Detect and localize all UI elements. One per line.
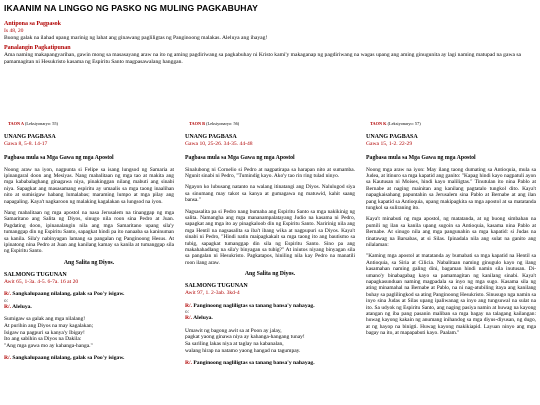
psalm-response-repeat: R/. Sangkalupaang nilalang, galak sa Poo'y isigaw. bbox=[4, 355, 125, 362]
column-header bbox=[8, 121, 174, 126]
first-reading-label: UNANG PAGBASA bbox=[4, 134, 56, 140]
psalm-response: R/. Panginoong nagliligtas sa tanang bansa'y nahayag. bbox=[185, 302, 315, 309]
reading-closing: Ang Salita ng Diyos. bbox=[244, 271, 296, 278]
reading-intro: Pagbasa mula sa Mga Gawa ng mga Apostol bbox=[185, 154, 295, 161]
page-title: IKAANIM NA LINGGO NG PASKO NG MULING PAGKABUHAY bbox=[4, 3, 258, 13]
opening-prayer-text: Ama naming makapangyarihan, gawin mong sa masasayang araw na ito ng aming pagdiriwang sa pagkabuhay ni Kristo kami'y makaganap ng pagdiriwang na wagas upang ang aming ginugunita ay lagi naming matupad na gawa sa pamamagitan ni Hesukristo kasama ng Espiritu Santo magpasawalang hanggan. bbox=[4, 52, 522, 65]
reading-paragraph: Ngayon ko lubusang natanto na walang itinatangi ang Diyos. Nalulugod siya sa sinumang may takot sa kanya at gumagawa ng matuwid, kahit saang bansa." bbox=[185, 184, 355, 204]
reading-column-k bbox=[366, 113, 536, 405]
psalm-label: SALMONG TUGUNAN bbox=[185, 283, 248, 290]
alternate-marker: o: bbox=[185, 309, 190, 316]
psalm-response: R/. Sangkalupaang nilalang, galak sa Poo'y isigaw. bbox=[4, 291, 125, 298]
antiphon-section bbox=[4, 21, 536, 41]
readings-columns bbox=[4, 113, 536, 405]
first-reading-label: UNANG PAGBASA bbox=[366, 134, 418, 140]
year-cycle-label: TAON A bbox=[8, 121, 24, 126]
reading-paragraph: "Kaming mga apostol at matatanda ay bumabati sa mga kapatid na Hentil sa Antioquia, sa Siria at Cilicia. Nabalitaan naming ginugulo kayo ng ilang kasamahan naming galing dini, bagaman hindi namin sila inutusan. Di-umano'y binabagabag kayo sa pamamagitan ng kanilang sinabi. Kaya't napagkasunduan naming magpadala sa inyo ng mga sugo. Kasama sila ng ating minamahal na Bernabe at Pablo, na ni nag-atubiling itaya ang kanilang buhay sa paglilingkod sa ating Panginoong Hesukristo. Sinusugo nga namin sa inyo sina Judas at Silas upang ipaliwanag sa inyo ang tungsuwal na sulat na ito. Sa udyok ng Espiritu Santo, ang naging pasiya namin at huwag na kayong atangan ng iba pang pasanin maliban sa mga bagay na talagang kailangan: huwag kayong kakain ng anumang inihandog sa mga diyus-diyusan, ng dugo, at ng hayop na binigti. Huwag kayong makikiapid. Layuan ninyo ang mga bagay na ito, at mapapabuti kayo. Paalam." bbox=[366, 253, 536, 337]
column-header bbox=[370, 121, 536, 126]
antiphon-reference: Is 48, 20 bbox=[4, 28, 24, 34]
reading-column-b bbox=[185, 113, 355, 405]
psalm-response-repeat: R/. Panginoong nagliligtas sa tanang bansa'y nahayag. bbox=[185, 360, 315, 367]
first-reading-reference: Gawa 8, 5-8. 14-17 bbox=[4, 141, 48, 147]
lectionary-number: (Leksiyonaryo: 57) bbox=[387, 121, 421, 126]
reading-intro: Pagbasa mula sa Mga Gawa ng mga Apostol bbox=[4, 154, 114, 161]
first-reading-reference: Gawa 10, 25-26. 34-35. 44-48 bbox=[185, 141, 253, 147]
column-header bbox=[189, 121, 355, 126]
opening-prayer-title: Panalangin Pagkatipunan bbox=[4, 45, 71, 52]
psalm-response-alternate: R/. Aleluya. bbox=[185, 315, 213, 322]
first-reading-reference: Gawa 15, 1-2. 22-29 bbox=[366, 141, 413, 147]
year-cycle-label: TAON B bbox=[189, 121, 206, 126]
psalm-reference: Awit 65, 1-3a. 4-5. 6-7a. 16 at 20 bbox=[4, 278, 79, 285]
reading-intro: Pagbasa mula sa Mga Gawa ng mga Apostol bbox=[366, 154, 476, 161]
lectionary-number: (Leksiyonaryo: 55) bbox=[24, 121, 58, 126]
reading-paragraph: Noong araw na iyon, nagpunta si Felipe sa isang lungsod ng Samaria at ipinangaral doon ang Mesiyas. Nang mabalitaan ng mga tao at makita ang mga kababalaghang ginagawa niya, pinakinggan nilang mabuti ang sinabi niya. Sapagkat ang masasamang espiritu ay umaalis sa mga taong inaalihan nito at sumisigaw habang lumalabas; maraming lumpo at mga pilay ang napagaling. Kaya't nagkaroon ng malaking kagalakan sa lungsod na iyon. bbox=[4, 166, 174, 205]
reading-paragraph: Kaya't minabuti ng mga apostol, ng matatanda, at ng buong simbahan na pumili ng ilan sa kanila upang sugoin sa Antioquia, kasama nina Pablo at Bernabe. At sinugo nila ang mga pangunahin sa mga kapatid: si Judas na tinatawag na Barsabas, at si Silas. Ipinadala nila ang sulat na ganito ang nilalaman: bbox=[366, 216, 536, 248]
opening-prayer-section bbox=[4, 45, 536, 65]
antiphon-text: Buong galak na ilahad upang marinig ng lahat ang ginawang pagliligtas ng Panginoong malakas. Aleluya ang ihayag! bbox=[4, 34, 268, 41]
antiphon-title: Antipona sa Pagpasok bbox=[4, 21, 62, 27]
lectionary-number: (Leksiyonaryo: 56) bbox=[206, 121, 240, 126]
reading-paragraph: Nagsasalita pa si Pedro nang bumaba ang Espiritu Santo sa mga nakikinig ng salita. Namangha ang mga mananampalatayang Judio na kasama ni Pedro, sapagkat ang mga ito ay pinagkaloob din ng Espiritu Santo. Naririnig nila ang mga Hentil na nagsasalita sa iba't ibang wika at nagpupuri sa Diyos. Kaya't sinabi ni Pedro, "Hindi natin maipagkakait sa mga taong ito ang bautismo sa tubig, sapagkat tumanggap din sila ng Espiritu Santo. Sino pa ang makahahadlang na sila'y binyagan sa tubig?" At iniutos niyang binyagan sila sa pangalan ni Hesukristo. Pagkatapos, hiniling nila kay Pedro na manatili roon ilang araw. bbox=[185, 208, 355, 266]
alternate-marker: o: bbox=[4, 297, 9, 304]
first-reading-label: UNANG PAGBASA bbox=[185, 134, 237, 140]
reading-paragraph: Nang mabalitaan ng mga apostol na nasa Jerusalem na tinanggap ng mga Samaritano ang Salita ng Diyos, sinugo nila roon sina Pedro at Juan. Pagdating doon, ipinanalangin nila ang mga Samaritano upang sila'y tumanggap din ng Espiritu Santo, sapagkat hindi pa ito nanaaba sa kaninuman sa kanila. Sila'y nabinyagan lamang sa pangalan ng Panginoong Hesus. At ipinatong nina Pedro at Juan ang kanilang kamay sa kanila at tumanggap sila ng Espiritu Santo. bbox=[4, 209, 174, 255]
psalm-verse: Sumigaw sa galak ang mga nilalang! At purihin ang Diyos na may kagalakan; Isigaw na pagpuri sa kanya'y Ibigay! Ito ang sabihin sa Diyos na Dakila: "Ang mga gawa mo ay kahanga-hanga." bbox=[4, 316, 94, 349]
reading-paragraph: Noong mga araw na iyon: May ilang taong dumating sa Antioquia, mula sa Judea, at itinuro sa mga kapatid ang ganito: "Kapag hindi kayo nagpatuli ayon sa Kautusan ni Moises, hindi kayo maliligtas." Tinutulan ito nina Pablo at Bernabe at naging mainitan ang kanilang pagtatalo tungkol dito. Kaya't napagkaisahang papuntahin sa Jerusalem sina Pablo at Bernabe at ang ilan pang kapatid sa Antioquia, upang makipagkita sa mga apostol at sa matatanda tungkol sa suliraning ito. bbox=[366, 166, 536, 211]
psalm-label: SALMONG TUGUNAN bbox=[4, 271, 67, 278]
psalm-verse: Umawit ng bagong awit sa at Poon ay jalay, pagkat yaong ginawa niya ay kahanga-hangang tunay! Sa sariling lakas niya at taglay na kabanalan, walang hirap na natamo yaong hangad na tagumpay. bbox=[185, 327, 305, 354]
reading-column-a bbox=[4, 113, 174, 405]
reading-closing: Ang Salita ng Diyos. bbox=[63, 259, 115, 266]
year-cycle-label: TAON K bbox=[370, 121, 387, 126]
psalm-reference: Awit 97, 1. 2-3ab. 3kd-4 bbox=[185, 290, 240, 297]
header bbox=[4, 3, 536, 65]
psalm-response-alternate: R/. Aleluya. bbox=[4, 303, 32, 310]
reading-paragraph: Sinalubong ni Cornelio si Pedro at nagpatirapa sa harapan nito at sumamba. Ngunit sinabi ni Pedro, "Tumindig kayo. Ako'y tao rin ring tulad ninyo. bbox=[185, 166, 355, 179]
